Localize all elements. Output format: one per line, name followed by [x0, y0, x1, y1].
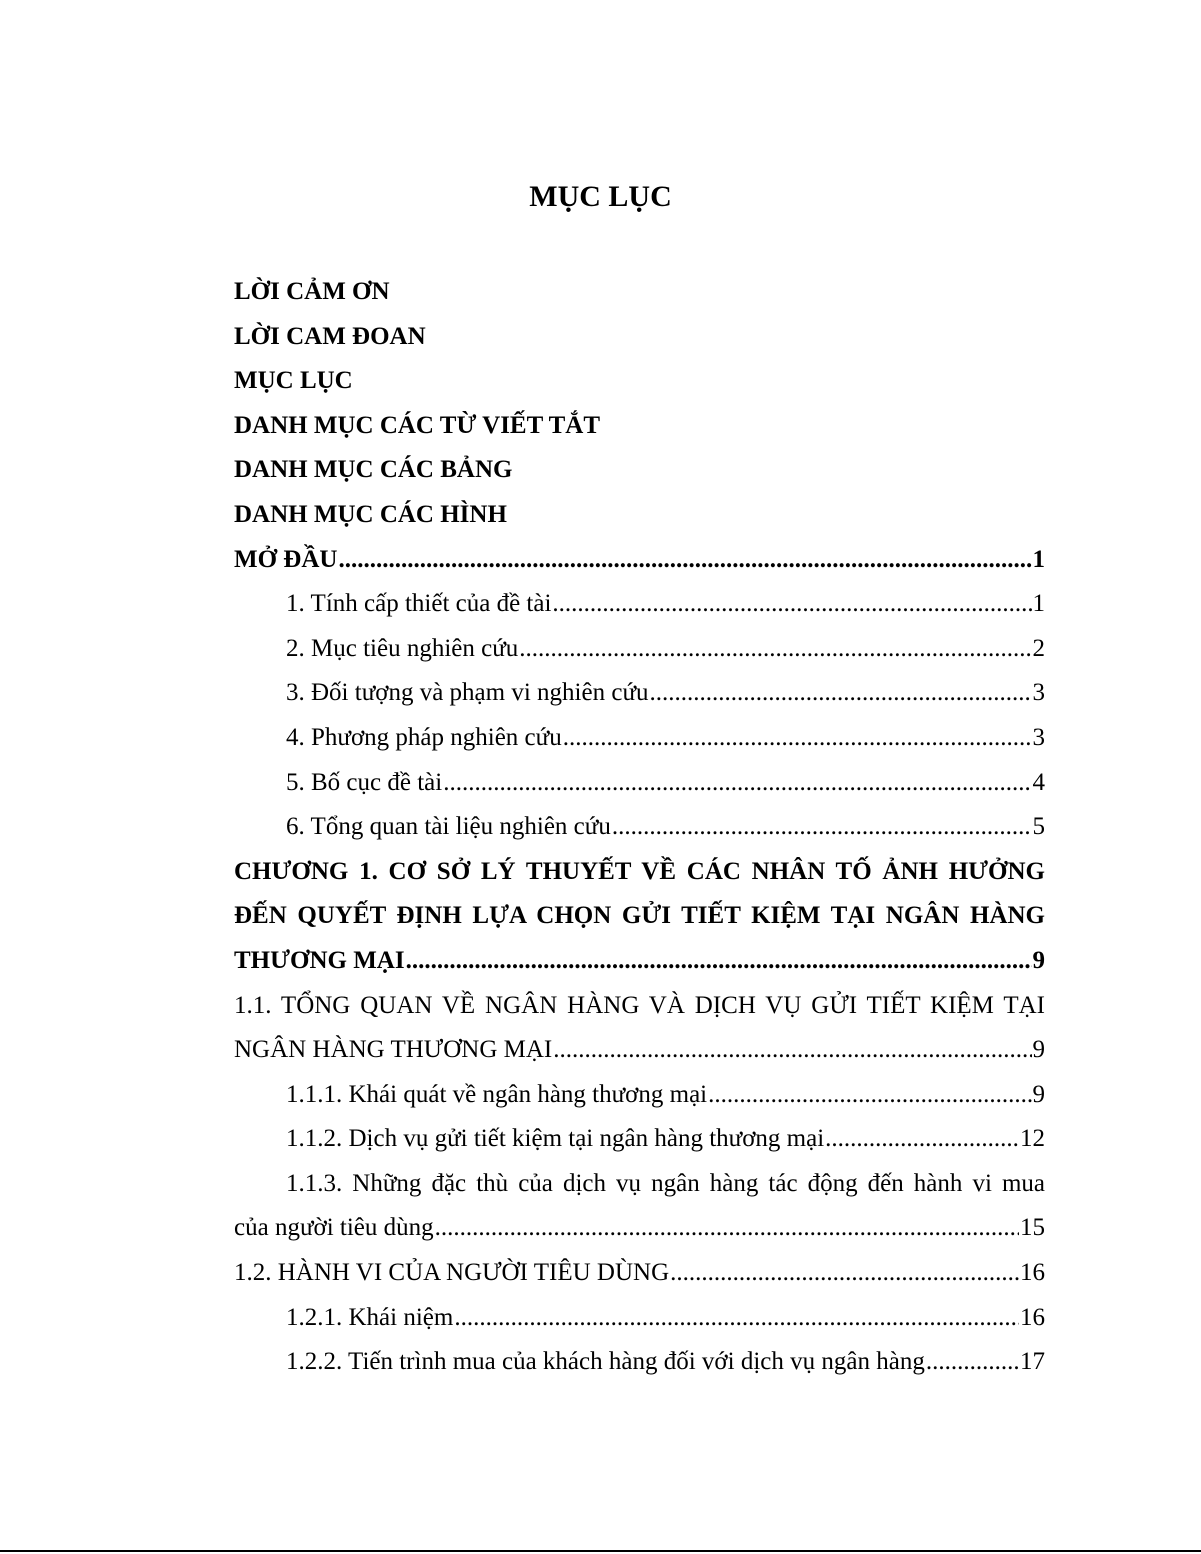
toc-entry-section-1-2[interactable]: 1.2. HÀNH VI CỦA NGƯỜI TIÊU DÙNG ..... 16 — [234, 1256, 1045, 1301]
toc-entry-intro-4[interactable]: 4. Phương pháp nghiên cứu ..... 3 — [234, 721, 1045, 766]
page-number: 1 — [1032, 545, 1045, 573]
toc-entry-chapter1-line2[interactable]: ĐẾN QUYẾT ĐỊNH LỰA CHỌN GỬI TIẾT KIỆM TẠI NGÂN HÀNG — [234, 902, 1045, 930]
page-bottom-border — [0, 1550, 1201, 1552]
toc-entry-section-1-1-line1[interactable]: 1.1. TỔNG QUAN VỀ NGÂN HÀNG VÀ DỊCH VỤ GỬI TIẾT KIỆM TẠI — [234, 991, 1045, 1019]
toc-entry-1-2-1[interactable]: 1.2.1. Khái niệm ..... 16 — [234, 1301, 1045, 1346]
toc-entry-abbreviations[interactable]: DANH MỤC CÁC TỪ VIẾT TẮT — [234, 411, 601, 439]
toc-entry-intro-3[interactable]: 3. Đối tượng và phạm vi nghiên cứu ..... 3 — [234, 676, 1045, 721]
toc-entry-1-1-1[interactable]: 1.1.1. Khái quát về ngân hàng thương mại ..... 9 — [234, 1078, 1045, 1123]
toc-entry-intro-6[interactable]: 6. Tổng quan tài liệu nghiên cứu ..... 5 — [234, 810, 1045, 855]
toc-entry-1-1-3[interactable]: của người tiêu dùng ..... 15 — [234, 1211, 1045, 1256]
toc-entry-list-of-tables[interactable]: DANH MỤC CÁC BẢNG — [234, 456, 513, 484]
toc-entry-intro-2[interactable]: 2. Mục tiêu nghiên cứu ..... 2 — [234, 632, 1045, 677]
toc-entry-section-1-1[interactable]: NGÂN HÀNG THƯƠNG MẠI ..... 9 — [234, 1033, 1045, 1078]
toc-entry-introduction[interactable] — [234, 543, 1045, 588]
toc-entry-chapter1[interactable]: THƯƠNG MẠI ..... 9 — [234, 944, 1045, 989]
toc-heading: MỤC LỤC — [529, 180, 672, 213]
toc-entry-list-of-figures[interactable]: DANH MỤC CÁC HÌNH — [234, 500, 507, 528]
toc-entry-declaration[interactable]: LỜI CAM ĐOAN — [234, 322, 426, 350]
toc-entry-1-1-3-line1[interactable]: 1.1.3. Những đặc thù của dịch vụ ngân hàng tác động đến hành vi mua — [286, 1169, 1045, 1197]
dot-leader — [338, 543, 1031, 577]
toc-entry-acknowledgements[interactable]: LỜI CẢM ƠN — [234, 278, 390, 305]
toc-entry-chapter1-line1[interactable]: CHƯƠNG 1. CƠ SỞ LÝ THUYẾT VỀ CÁC NHÂN TỐ ẢNH HƯỞNG — [234, 857, 1045, 885]
entry-label: MỞ ĐẦU — [234, 545, 338, 573]
toc-entry-contents[interactable]: MỤC LỤC — [234, 367, 353, 395]
toc-entry-1-1-2[interactable]: 1.1.2. Dịch vụ gửi tiết kiệm tại ngân hàng thương mại ..... 12 — [234, 1122, 1045, 1167]
toc-entry-intro-1[interactable]: 1. Tính cấp thiết của đề tài ..... 1 — [234, 587, 1045, 632]
toc-entry-intro-5[interactable]: 5. Bố cục đề tài ..... 4 — [234, 766, 1045, 811]
table-of-contents — [234, 275, 1045, 1390]
toc-entry-1-2-2[interactable]: 1.2.2. Tiến trình mua của khách hàng đối với dịch vụ ngân hàng ..... 17 — [234, 1345, 1045, 1390]
